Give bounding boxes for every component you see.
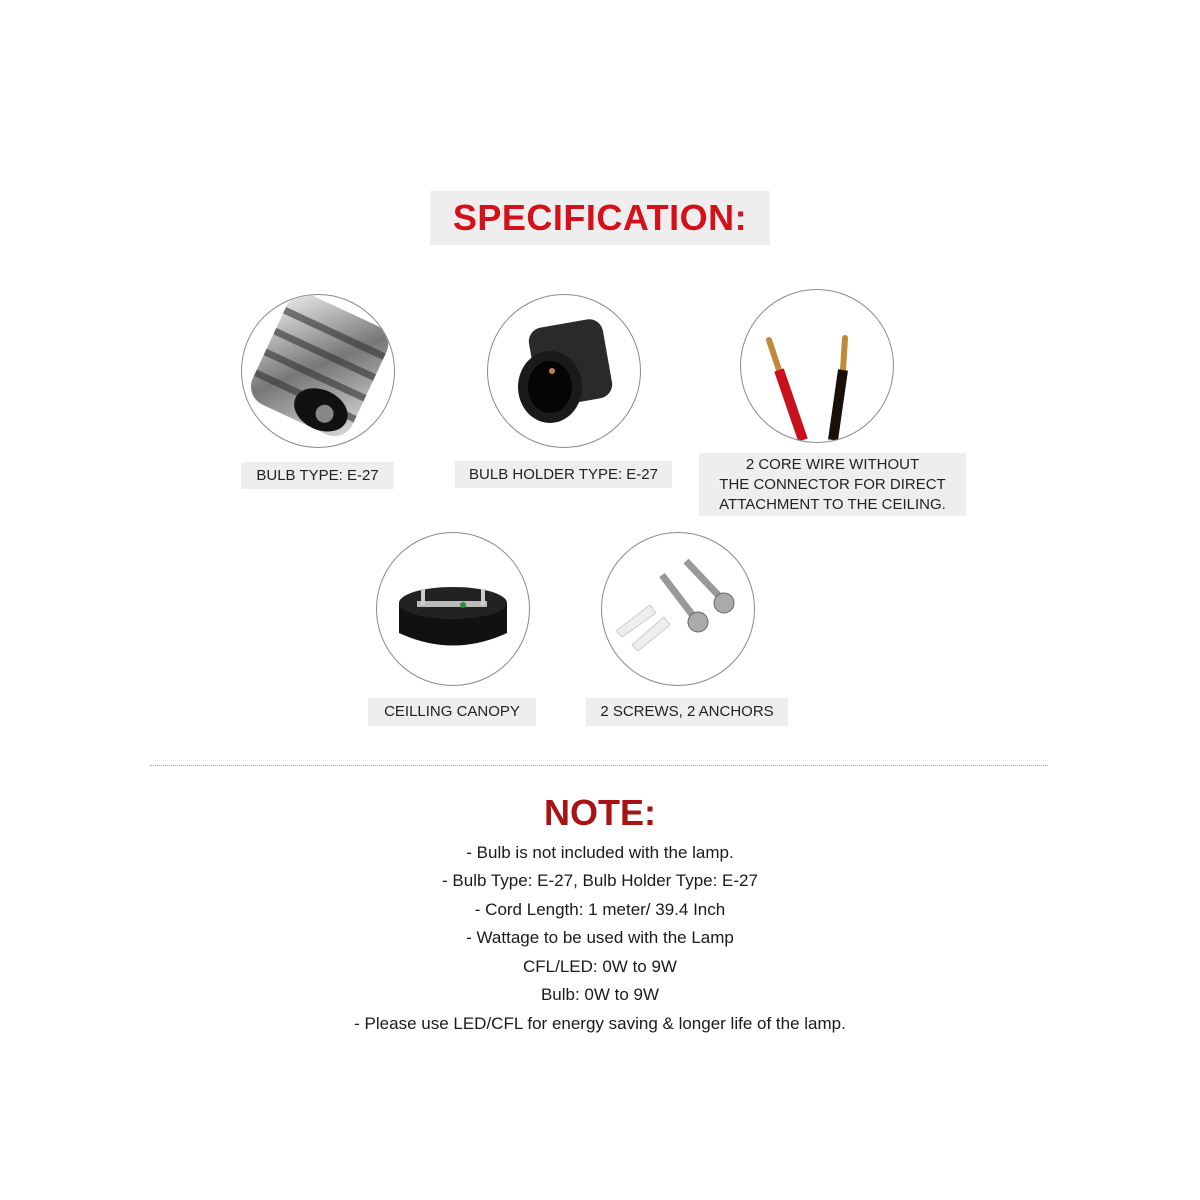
note-line: Bulb: 0W to 9W: [540, 985, 660, 1004]
bulb-type-label: BULB TYPE: E-27: [241, 462, 394, 489]
bulb-holder-icon: [487, 294, 641, 448]
note-line: - Bulb Type: E-27, Bulb Holder Type: E-27: [442, 871, 758, 890]
note-line: - Bulb is not included with the lamp.: [466, 843, 734, 862]
screws-anchors-label: 2 SCREWS, 2 ANCHORS: [586, 698, 788, 726]
specification-title-box: [430, 191, 770, 245]
note-line: - Please use LED/CFL for energy saving & longer life of the lamp.: [354, 1014, 846, 1033]
screws-anchors-icon: [601, 532, 755, 686]
wire-icon: [740, 289, 894, 443]
section-divider: [150, 765, 1048, 766]
note-line: - Cord Length: 1 meter/ 39.4 Inch: [474, 900, 726, 919]
bulb-holder-type-label: BULB HOLDER TYPE: E-27: [455, 461, 672, 488]
wire-label-line: THE CONNECTOR FOR DIRECT: [719, 475, 946, 493]
wire-label: [699, 453, 966, 516]
note-line: - Wattage to be used with the Lamp: [466, 928, 734, 947]
bulb-base-icon: [241, 294, 395, 448]
wire-label-line: ATTACHMENT TO THE CEILING.: [719, 495, 946, 513]
ceiling-canopy-label: CEILLING CANOPY: [368, 698, 536, 726]
note-line: CFL/LED: 0W to 9W: [523, 957, 677, 976]
note-title: NOTE:: [544, 792, 656, 833]
specification-title: SPECIFICATION:: [452, 197, 748, 238]
wire-label-line: 2 CORE WIRE WITHOUT: [745, 455, 920, 473]
ceiling-canopy-icon: [376, 532, 530, 686]
